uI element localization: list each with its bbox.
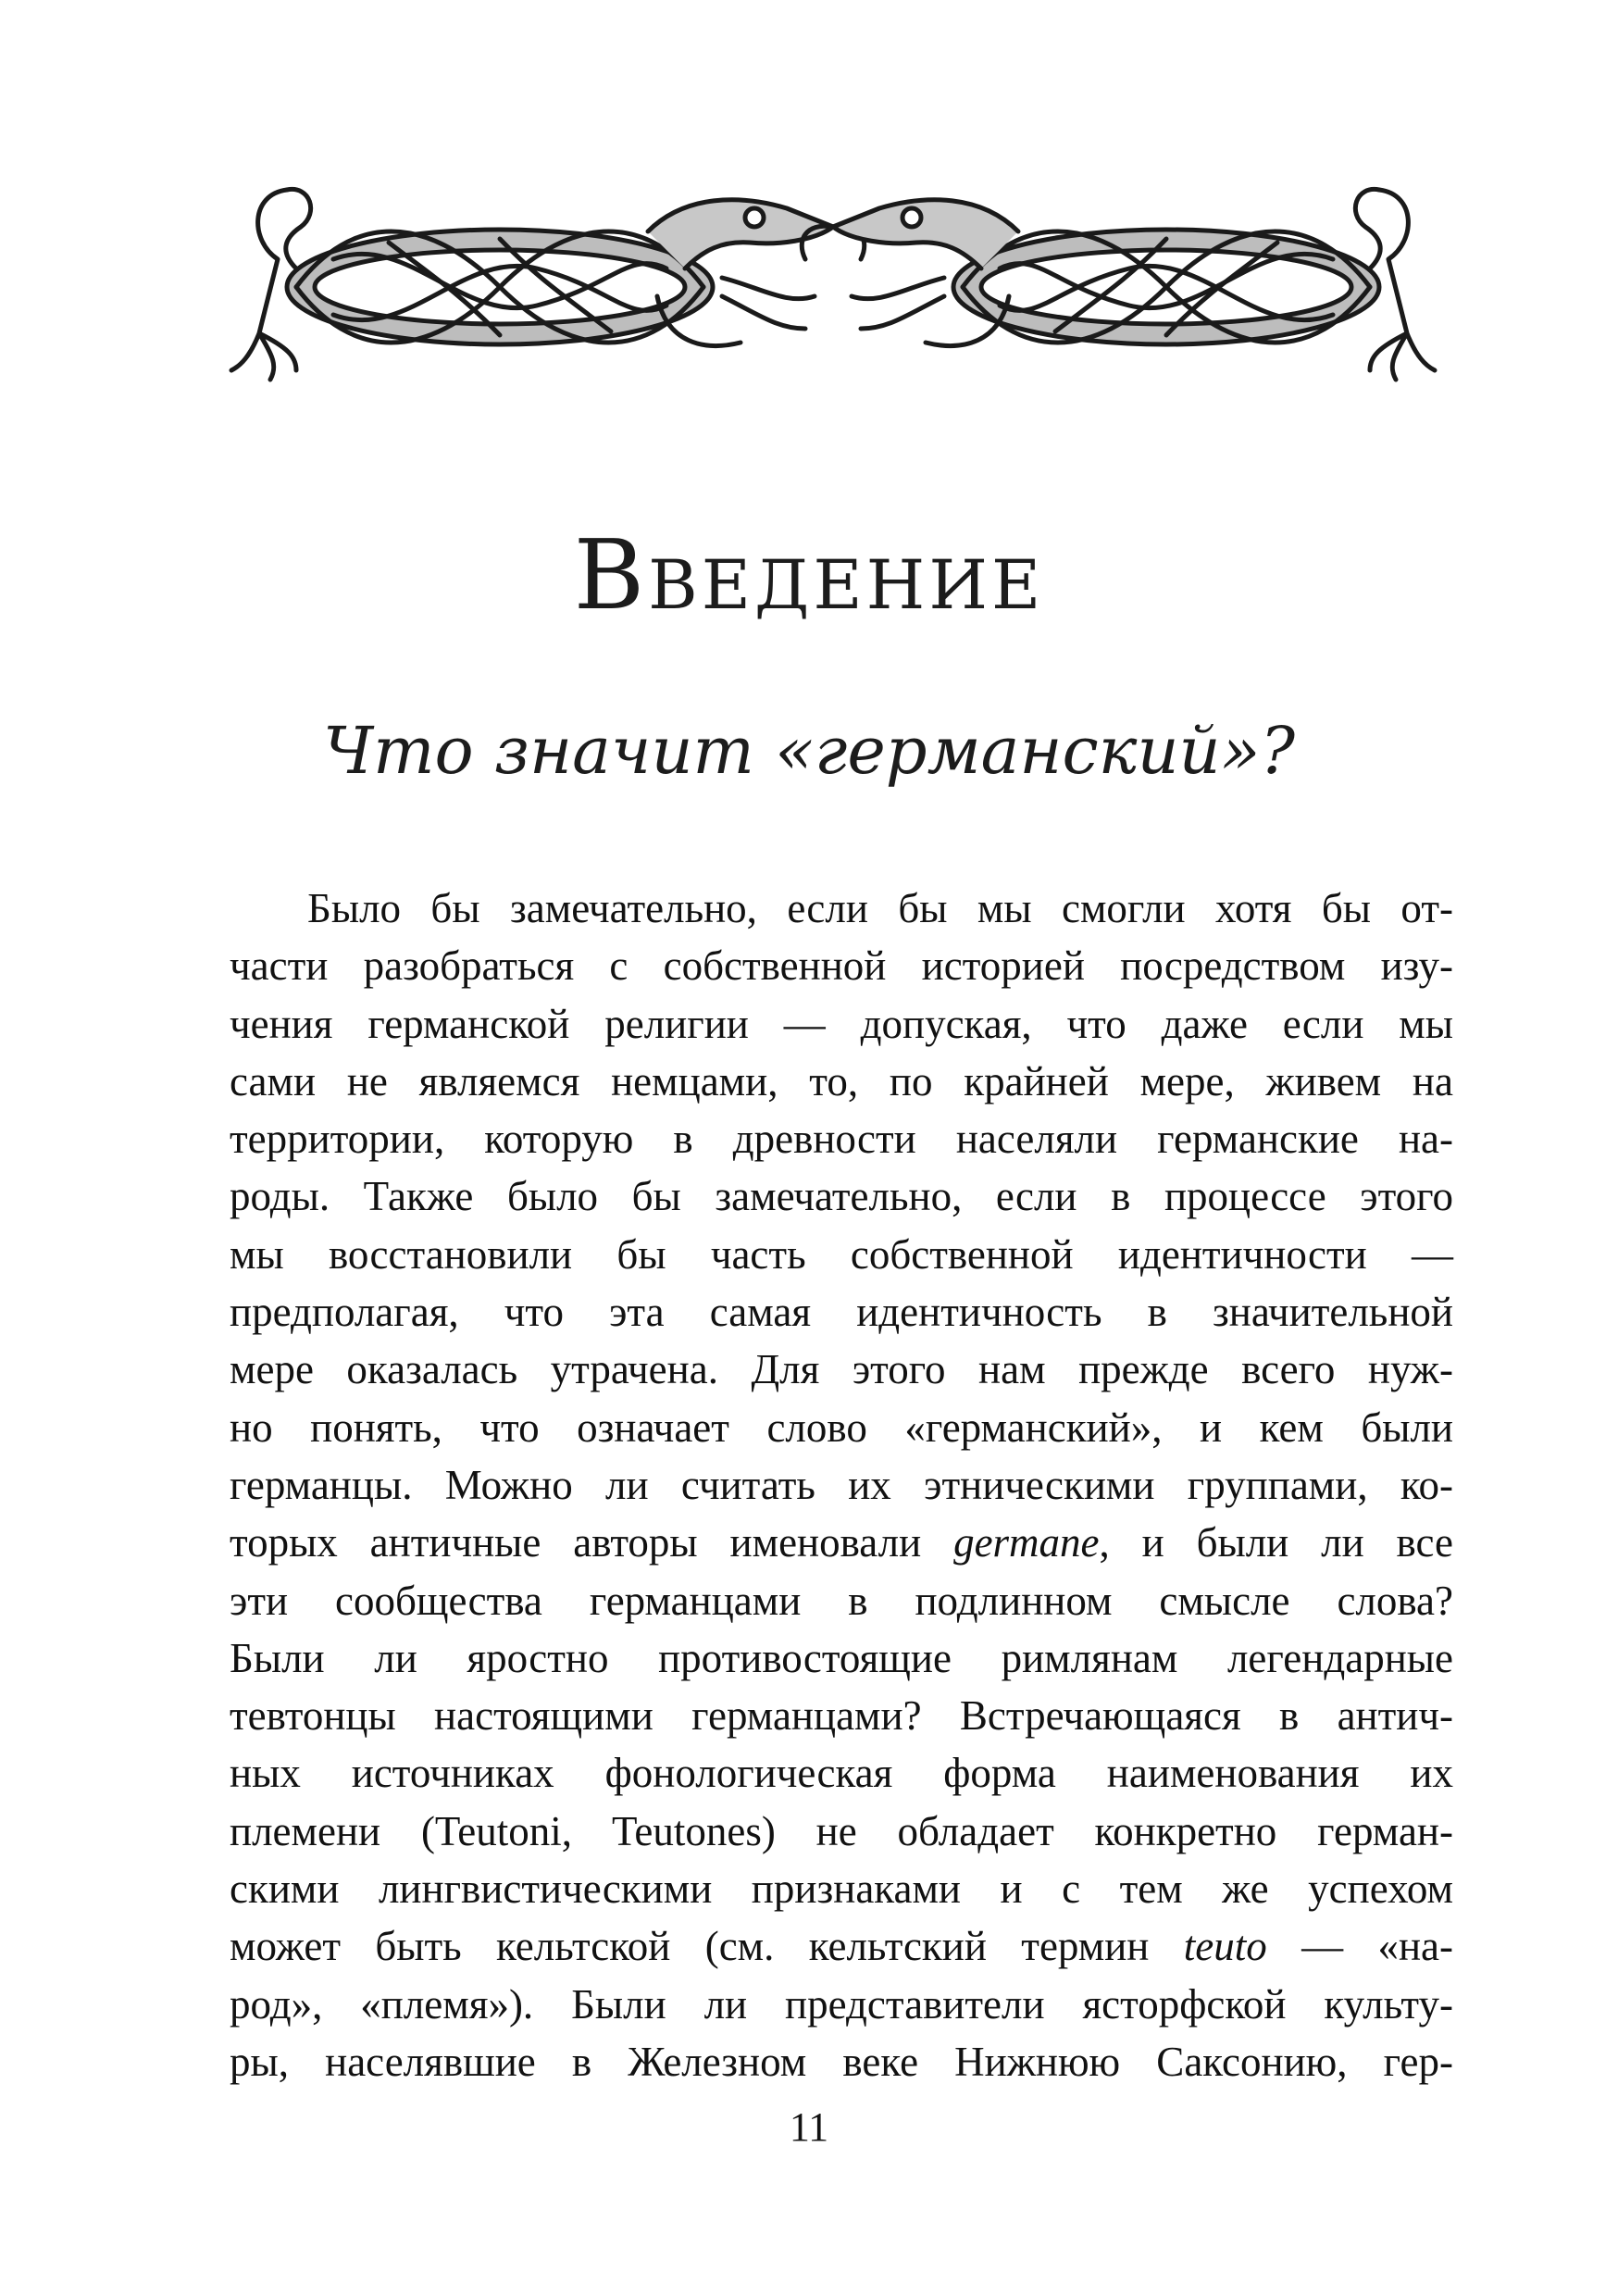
text-line: тевтонцы настоящими германцами? Встречающаяся в антич-: [230, 1692, 1453, 1740]
text-line: германцы. Можно ли считать их этническими группами, ко-: [230, 1461, 1453, 1508]
left-knot: [231, 189, 865, 380]
text-line: чения германской религии — допуская, что даже если мы: [230, 1000, 1453, 1047]
italic-term: teuto: [1183, 1923, 1267, 1970]
text-line: сами не являемся немцами, то, по крайней мере, живем на: [230, 1057, 1453, 1104]
section-title: Что значит «германский»?: [323, 713, 1295, 789]
text-line: Было бы замечательно, если бы мы смогли хотя бы от-: [307, 885, 1453, 931]
page-number: 11: [789, 2104, 829, 2150]
text-line: предполагая, что эта самая идентичность в значительной: [230, 1289, 1453, 1336]
text-line: части разобраться с собственной историей посредством изу-: [230, 942, 1453, 990]
chapter-title: Введение: [573, 518, 1045, 631]
italic-term: germane: [953, 1519, 1100, 1566]
text-line: территории, которую в древности населяли германские на-: [230, 1116, 1453, 1163]
text-line: мы восстановили бы часть собственной идентичности —: [230, 1230, 1453, 1278]
text-line: Были ли яростно противостоящие римлянам легендарные: [230, 1634, 1453, 1681]
text-line: род», «племя»). Были ли представители ясторфской культу-: [230, 1980, 1453, 2028]
right-knot: [802, 189, 1435, 380]
text-line: торых античные авторы именовали germane, и были ли все: [230, 1519, 1453, 1566]
text-line: ры, населявшие в Железном веке Нижнюю Саксонию, гер-: [230, 2038, 1453, 2085]
text-line: может быть кельтской (см. кельтский термин teuto — «на-: [230, 1923, 1453, 1970]
text-line: ных источниках фонологическая форма наименования их: [230, 1750, 1453, 1797]
celtic-knot-ornament: [222, 157, 1444, 389]
text-line: но понять, что означает слово «германский», и кем были: [230, 1404, 1453, 1451]
text-line: племени (Teutoni, Teutones) не обладает конкретно герман-: [230, 1807, 1453, 1854]
text-line: скими лингвистическими признаками и с тем же успехом: [230, 1866, 1453, 1913]
body-paragraph: [230, 880, 1453, 2090]
text-line: мере оказалась утрачена. Для этого нам прежде всего нуж-: [230, 1346, 1453, 1393]
text-line: роды. Также было бы замечательно, если в процессе этого: [230, 1173, 1453, 1220]
text-line: эти сообщества германцами в подлинном смысле слова?: [230, 1577, 1453, 1624]
